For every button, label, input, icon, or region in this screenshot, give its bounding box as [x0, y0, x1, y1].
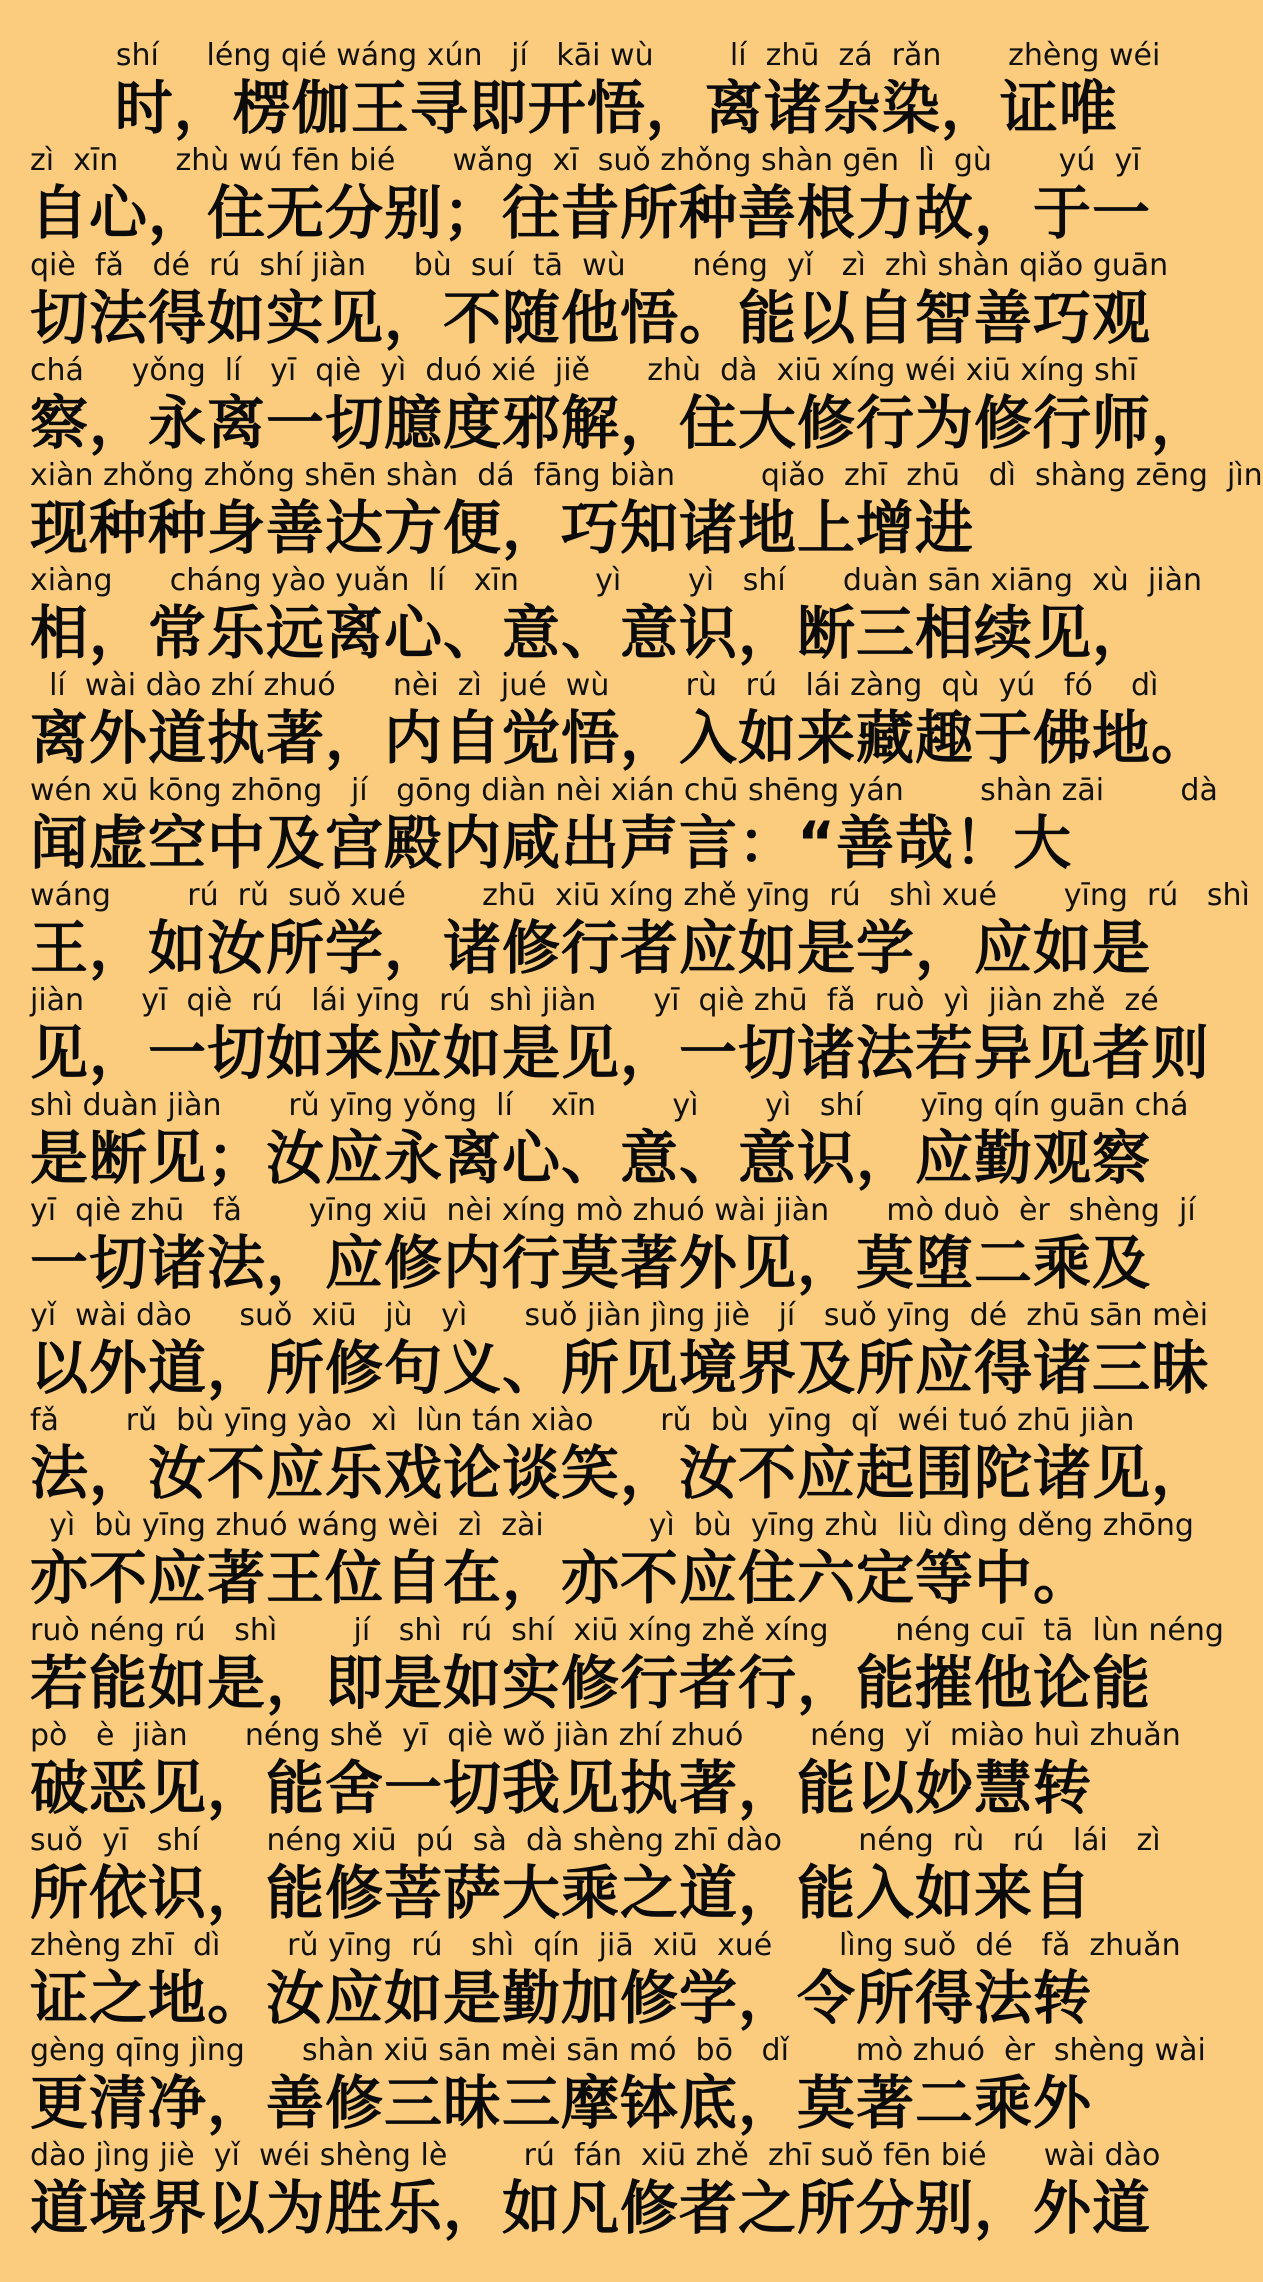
pinyin-row: dào jìng jiè yǐ wéi shèng lè rú fán xiū zhě zhī suǒ fēn bié wài dào: [30, 2138, 1161, 2173]
text-line-12: [30, 1189, 1196, 1297]
hanzi-row: 现种种身善达方便，巧知诸地上增进: [30, 494, 975, 562]
hanzi-row: 时，楞伽王寻即开悟，离诸杂染，证唯: [30, 74, 1118, 142]
pinyin-row: shí léng qié wáng xún jí kāi wù lí zhū zá rǎn zhèng wéi: [30, 38, 1161, 73]
pinyin-row: yī qiè zhū fǎ yīng xiū nèi xíng mò zhuó wài jiàn mò duò èr shèng jí: [30, 1193, 1196, 1228]
text-line-6: [30, 559, 1202, 667]
hanzi-row: 见，一切如来应如是见，一切诸法若异见者则: [30, 1019, 1211, 1087]
hanzi-row: 破恶见，能舍一切我见执著，能以妙慧转: [30, 1754, 1093, 1822]
pinyin-row: ruò néng rú shì jí shì rú shí xiū xíng zhě xíng néng cuī tā lùn néng: [30, 1613, 1224, 1648]
hanzi-row: 一切诸法，应修内行莫著外见，莫堕二乘及: [30, 1229, 1152, 1297]
text-line-9: [30, 874, 1250, 982]
pinyin-row: xiàng cháng yào yuǎn lí xīn yì yì shí duàn sān xiāng xù jiàn: [30, 563, 1202, 598]
hanzi-row: 亦不应著王位自在，亦不应住六定等中。: [30, 1544, 1093, 1612]
text-line-18: [30, 1819, 1161, 1927]
pinyin-row: qiè fǎ dé rú shí jiàn bù suí tā wù néng yǐ zì zhì shàn qiǎo guān: [30, 248, 1169, 283]
hanzi-row: 是断见；汝应永离心、意、意识，应勤观察: [30, 1124, 1152, 1192]
pinyin-row: fǎ rǔ bù yīng yào xì lùn tán xiào rǔ bù yīng qǐ wéi tuó zhū jiàn: [30, 1403, 1135, 1438]
text-line-1: [30, 34, 1161, 142]
pinyin-row: shì duàn jiàn rǔ yīng yǒng lí xīn yì yì shí yīng qín guān chá: [30, 1088, 1189, 1123]
text-line-17: [30, 1714, 1181, 1822]
hanzi-row: 切法得如实见，不随他悟。能以自智善巧观: [30, 284, 1152, 352]
pinyin-row: yì bù yīng zhuó wáng wèi zì zài yì bù yīng zhù liù dìng děng zhōng: [30, 1508, 1194, 1543]
pinyin-row: zhèng zhī dì rǔ yīng rú shì qín jiā xiū xué lìng suǒ dé fǎ zhuǎn: [30, 1928, 1181, 1963]
hanzi-row: 若能如是，即是如实修行者行，能摧他论能: [30, 1649, 1152, 1717]
text-line-5: [30, 454, 1263, 562]
hanzi-row: 王，如汝所学，诸修行者应如是学，应如是: [30, 914, 1152, 982]
pinyin-row: wáng rú rǔ suǒ xué zhū xiū xíng zhě yīng rú shì xué yīng rú shì: [30, 878, 1250, 913]
hanzi-row: 所依识，能修菩萨大乘之道，能入如来自: [30, 1859, 1093, 1927]
hanzi-row: 证之地。汝应如是勤加修学，令所得法转: [30, 1964, 1093, 2032]
pinyin-row: chá yǒng lí yī qiè yì duó xié jiě zhù dà xiū xíng wéi xiū xíng shī: [30, 353, 1138, 388]
text-line-13: [30, 1294, 1211, 1402]
hanzi-row: 察，永离一切臆度邪解，住大修行为修行师，: [30, 389, 1211, 457]
pinyin-row: xiàn zhǒng zhǒng shēn shàn dá fāng biàn qiǎo zhī zhū dì shàng zēng jìn: [30, 458, 1263, 493]
hanzi-row: 法，汝不应乐戏论谈笑，汝不应起围陀诸见，: [30, 1439, 1211, 1507]
text-line-7: [30, 664, 1211, 772]
text-line-14: [30, 1399, 1211, 1507]
pinyin-row: pò è jiàn néng shě yī qiè wǒ jiàn zhí zhuó néng yǐ miào huì zhuǎn: [30, 1718, 1181, 1753]
pinyin-row: yǐ wài dào suǒ xiū jù yì suǒ jiàn jìng jiè jí suǒ yīng dé zhū sān mèi: [30, 1298, 1209, 1333]
hanzi-row: 以外道，所修句义、所见境界及所应得诸三昧: [30, 1334, 1211, 1402]
text-line-21: [30, 2134, 1161, 2242]
text-line-2: [30, 139, 1152, 247]
hanzi-row: 自心，住无分别；往昔所种善根力故，于一: [30, 179, 1152, 247]
hanzi-row: 更清净，善修三昧三摩钵底，莫著二乘外: [30, 2069, 1093, 2137]
pinyin-row: jiàn yī qiè rú lái yīng rú shì jiàn yī qiè zhū fǎ ruò yì jiàn zhě zé: [30, 983, 1159, 1018]
text-line-19: [30, 1924, 1181, 2032]
text-line-10: [30, 979, 1211, 1087]
text-line-20: [30, 2029, 1206, 2137]
text-line-4: [30, 349, 1211, 457]
text-line-8: [30, 769, 1218, 877]
hanzi-row: 相，常乐远离心、意、意识，断三相续见，: [30, 599, 1152, 667]
text-line-15: [30, 1504, 1194, 1612]
text-line-16: [30, 1609, 1224, 1717]
pinyin-row: wén xū kōng zhōng jí gōng diàn nèi xián chū shēng yán shàn zāi dà: [30, 773, 1218, 808]
pinyin-row: zì xīn zhù wú fēn bié wǎng xī suǒ zhǒng shàn gēn lì gù yú yī: [30, 143, 1141, 178]
text-line-3: [30, 244, 1169, 352]
text-line-11: [30, 1084, 1189, 1192]
pinyin-row: suǒ yī shí néng xiū pú sà dà shèng zhī dào néng rù rú lái zì: [30, 1823, 1161, 1858]
pinyin-row: lí wài dào zhí zhuó nèi zì jué wù rù rú lái zàng qù yú fó dì: [30, 668, 1159, 703]
hanzi-row: 闻虚空中及宫殿内咸出声言：“善哉！大: [30, 809, 1073, 877]
pinyin-row: gèng qīng jìng shàn xiū sān mèi sān mó bō dǐ mò zhuó èr shèng wài: [30, 2033, 1206, 2068]
hanzi-row: 离外道执著，内自觉悟，入如来藏趣于佛地。: [30, 704, 1211, 772]
hanzi-row: 道境界以为胜乐，如凡修者之所分别，外道: [30, 2174, 1152, 2242]
